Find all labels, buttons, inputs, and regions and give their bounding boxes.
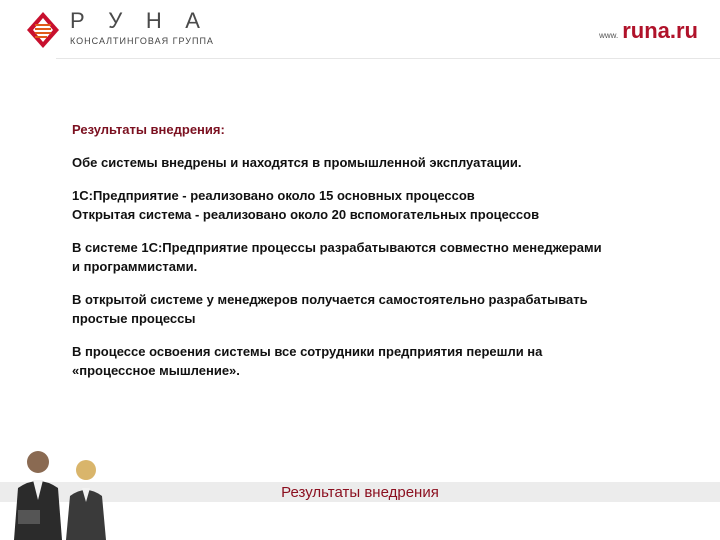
paragraph	[72, 238, 672, 276]
paragraph-line: Обе системы внедрены и находятся в промышленной эксплуатации.	[72, 155, 522, 170]
footer-title: Результаты внедрения	[281, 484, 439, 501]
paragraph	[72, 290, 672, 328]
paragraph	[72, 186, 672, 224]
paragraph-line: В открытой системе у менеджеров получается самостоятельно разрабатывать	[72, 292, 588, 307]
logo-letter: У	[108, 8, 123, 33]
content-title: Результаты внедрения:	[72, 122, 225, 137]
logo-letter: Р	[70, 8, 85, 33]
slide-content	[72, 120, 672, 394]
paragraph	[72, 153, 672, 172]
paragraph-line: В системе 1С:Предприятие процессы разрабатываются совместно менеджерами	[72, 240, 602, 255]
logo-subtitle: КОНСАЛТИНГОВАЯ ГРУППА	[70, 36, 214, 46]
site-prefix: www.	[599, 31, 619, 40]
header	[0, 0, 720, 56]
header-divider	[56, 58, 720, 59]
runa-logo-icon	[25, 10, 61, 50]
paragraph-line: В процессе освоения системы все сотрудники предприятия перешли на	[72, 344, 543, 359]
paragraph-line: Открытая система - реализовано около 20 вспомогательных процессов	[72, 207, 540, 222]
paragraph-line: «процессное мышление».	[72, 363, 240, 378]
site-domain: runa.ru	[622, 18, 698, 43]
logo-letter: Н	[145, 8, 162, 33]
paragraph-line: 1С:Предприятие - реализовано около 15 основных процессов	[72, 188, 475, 203]
site-url	[599, 18, 698, 44]
logo-wordmark	[70, 10, 200, 32]
paragraph-line: простые процессы	[72, 311, 196, 326]
logo-letter: А	[185, 8, 200, 33]
paragraph-line: и программистами.	[72, 259, 198, 274]
paragraph	[72, 342, 672, 380]
business-people-photo-icon	[0, 440, 130, 540]
